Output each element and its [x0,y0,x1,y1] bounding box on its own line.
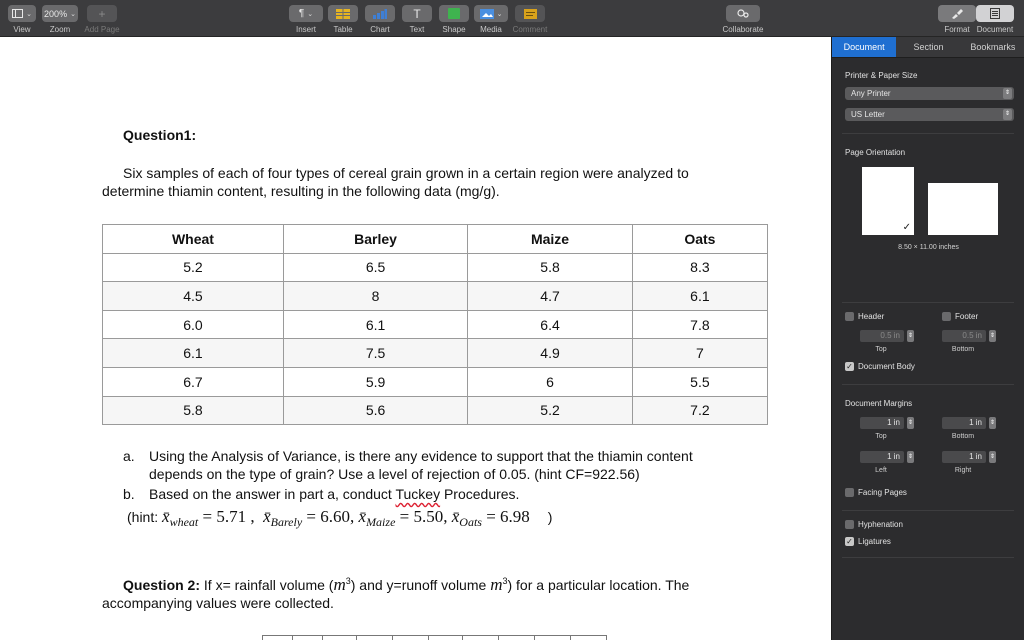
shape-control[interactable] [438,0,470,37]
document-body-label: Document Body [858,362,915,371]
updown-arrow-icon[interactable]: ⇕ [989,451,996,463]
text-label: Text [409,25,425,34]
table-cell[interactable]: 4.7 [468,282,633,311]
comment-control[interactable] [512,0,548,37]
divider [842,133,1014,134]
table-cell[interactable]: 6.7 [103,367,284,396]
chevron-down-icon: ⌄ [70,10,76,18]
chart-button[interactable] [365,5,395,22]
mean-term: $x̄_{Barely} = 6.60$, [263,507,358,526]
chart-control[interactable] [364,0,396,37]
table-cell[interactable]: 8 [283,282,467,311]
hint-equation [127,507,552,530]
collaborate-control[interactable] [719,0,767,37]
question2-text3: ) for a particular location. The [507,577,690,593]
comment-icon [524,9,537,19]
part-a-line2: depends on the type of grain? Use a level of rejection of 0.05. (hint CF=922.56) [149,466,640,482]
table-icon [336,9,350,19]
unit-m: m [333,575,346,594]
part-b-post: Procedures. [440,486,520,502]
table-cell[interactable]: 6 [468,367,633,396]
mean-term: $x̄_{wheat} = 5.71$ , [162,507,264,529]
mean-subscript: Maize [366,515,396,529]
page-orientation-title: Page Orientation [845,148,906,157]
mean-value: 6.98 [500,507,530,526]
table-row [103,339,768,368]
format-control[interactable] [938,0,976,37]
part-b-text [149,485,519,503]
text-button[interactable] [402,5,432,22]
chevron-down-icon: ⌄ [307,10,314,18]
hint-means [162,507,530,529]
footer-stepper[interactable] [942,330,996,342]
unit-power: 3 [345,576,351,586]
facing-pages-checkbox[interactable] [845,488,854,497]
add-page-label: Add Page [84,25,120,34]
media-icon [480,9,494,19]
table-cell[interactable]: 7 [632,339,767,368]
zoom-label: Zoom [49,25,71,34]
mean-symbol: x̄ [263,507,271,526]
format-button[interactable] [938,5,976,22]
portrait-orientation-option[interactable] [862,167,914,235]
updown-arrow-icon[interactable]: ⇕ [907,451,914,463]
question2-paragraph [102,572,782,612]
facing-pages-checkbox-row[interactable] [845,488,907,497]
question2-title: Question 2: [123,577,201,593]
header-checkbox-row[interactable] [845,312,884,321]
table-cell[interactable]: 5.5 [632,367,767,396]
table-cell[interactable]: 7.8 [632,310,767,339]
question1-intro-line1: Six samples of each of four types of cereal grain grown in a certain region were analyzed to [123,165,689,181]
footer-bottom-label: Bottom [951,346,975,353]
paragraph-icon: ¶ [298,8,305,19]
mean-symbol: x̄ [162,507,170,526]
table-row [103,367,768,396]
inspector-tabs [832,37,1024,58]
document-body-checkbox[interactable]: ✓ [846,362,853,371]
table-header-cell[interactable]: Maize [468,225,633,254]
printer-value: Any Printer [851,89,891,98]
updown-arrow-icon[interactable]: ⇕ [989,417,996,429]
footer-label: Footer [955,312,979,321]
table-label: Table [333,25,353,34]
margin-bottom-stepper[interactable] [942,417,996,429]
shape-label: Shape [442,25,466,34]
table-cell[interactable]: 4.9 [468,339,633,368]
updown-arrow-icon[interactable]: ⇕ [907,417,914,429]
text-icon: T [413,6,421,21]
updown-arrow-icon: ⇕ [1003,109,1012,120]
document-icon [990,8,1000,19]
paper-value: US Letter [851,110,885,119]
table-cell[interactable]: 6.1 [283,310,467,339]
footer-value[interactable]: 0.5 in [942,330,986,342]
facing-pages-label: Facing Pages [858,488,907,497]
mean-subscript: Oats [459,515,482,529]
part-b-pre: Based on the answer in part a, conduct [149,486,396,502]
media-control[interactable] [474,0,508,37]
misspelled-word[interactable]: Tuckey [395,486,441,502]
shape-button[interactable] [439,5,469,22]
mean-subscript: Barely [270,515,303,529]
question2-line1 [102,572,782,594]
table-cell[interactable]: 6.5 [283,253,467,282]
table-row [103,396,768,425]
media-label: Media [480,25,502,34]
chevron-down-icon: ⌄ [26,10,32,18]
grain-data-table[interactable] [102,224,768,425]
printer-paper-size-title: Printer & Paper Size [845,71,918,80]
page-dimensions: 8.50 × 11.00 inches [898,244,959,251]
question2-table-top-edge [262,635,607,640]
table-cell[interactable]: 5.2 [468,396,633,425]
collaborate-button[interactable] [726,5,760,22]
mean-subscript: wheat [169,515,199,529]
collaborate-icon [736,9,750,19]
document-margins-title: Document Margins [845,399,913,408]
shape-icon [448,8,460,19]
divider [842,557,1014,558]
margin-left-value[interactable]: 1 in [860,451,904,463]
margin-left-label: Left [875,467,887,474]
header-label: Header [858,312,885,321]
ligatures-checkbox-row[interactable] [845,537,891,546]
mean-term: $x̄_{Maize} = 5.50$, [359,507,452,526]
updown-arrow-icon[interactable]: ⇕ [907,330,914,342]
margin-bottom-label: Bottom [951,433,975,440]
question1-title: Question1: [123,127,197,143]
part-b [123,485,783,503]
chevron-down-icon: ⌄ [496,10,503,18]
margin-right-value[interactable]: 1 in [942,451,986,463]
table-header-cell[interactable]: Wheat [103,225,284,254]
question2-text1: If x= rainfall volume ( [200,577,334,593]
plus-icon[interactable]: + [87,5,117,22]
part-a-line1: Using the Analysis of Variance, is there any evidence to support that the thiamin content [149,448,693,464]
comment-label: Comment [512,25,548,34]
table-cell[interactable]: 6.1 [103,339,284,368]
document-body-checkbox-row[interactable] [845,362,915,371]
part-b-marker: b. [123,486,135,502]
table-header-row [103,225,768,254]
updown-arrow-icon[interactable]: ⇕ [989,330,996,342]
footer-checkbox[interactable] [942,312,951,321]
landscape-orientation-option[interactable] [928,183,998,235]
mean-symbol: x̄ [358,507,367,526]
question1-parts [123,447,783,503]
insert-label: Insert [295,25,316,34]
margin-right-stepper[interactable] [942,451,996,463]
divider [842,510,1014,511]
table-row [103,253,768,282]
media-button[interactable] [474,5,508,22]
text-control[interactable] [402,0,432,37]
table-body [103,253,768,425]
header-value[interactable]: 0.5 in [860,330,904,342]
margin-left-stepper[interactable] [860,451,914,463]
table-cell[interactable]: 5.6 [283,396,467,425]
ligatures-checkbox[interactable]: ✓ [846,537,853,546]
table-header-cell[interactable]: Barley [283,225,467,254]
view-label: View [13,25,31,34]
mean-separator: , [246,507,264,526]
document-control[interactable] [976,0,1014,37]
table-cell[interactable]: 5.9 [283,367,467,396]
table-cell[interactable]: 8.3 [632,253,767,282]
part-a [123,447,783,483]
divider [842,302,1014,303]
chart-label: Chart [370,25,390,34]
table-cell[interactable]: 5.8 [103,396,284,425]
part-a-marker: a. [123,448,135,464]
hyphenation-label: Hyphenation [858,520,903,529]
margin-top-stepper[interactable] [860,417,914,429]
divider [842,384,1014,385]
view-button[interactable] [8,5,36,22]
table-cell[interactable]: 6.1 [632,282,767,311]
add-page-control[interactable] [84,0,120,37]
table-cell[interactable]: 7.5 [283,339,467,368]
table-row [103,282,768,311]
table-header-cell[interactable]: Oats [632,225,767,254]
table-control[interactable] [327,0,359,37]
margin-bottom-value[interactable]: 1 in [942,417,986,429]
printer-select[interactable] [845,87,1014,100]
zoom-button[interactable] [42,5,78,22]
table-cell[interactable]: 5.2 [103,253,284,282]
chart-icon [373,9,387,19]
table-cell[interactable]: 7.2 [632,396,767,425]
table-row [103,310,768,339]
table-cell[interactable]: 4.5 [103,282,284,311]
insert-button[interactable] [289,5,323,22]
format-label: Format [944,25,970,34]
document-label: Document [976,25,1014,34]
table-cell[interactable]: 6.0 [103,310,284,339]
hyphenation-checkbox-row[interactable] [845,520,903,529]
updown-arrow-icon: ⇕ [1003,88,1012,99]
view-control[interactable] [10,0,34,37]
mean-value: 5.50, [413,507,448,526]
document-canvas[interactable] [0,37,831,640]
insert-control[interactable] [288,0,324,37]
tab-bookmarks[interactable]: Bookmarks [970,42,1016,52]
document-button[interactable] [976,5,1014,22]
table-cell[interactable]: 6.4 [468,310,633,339]
unit-power-2: 3 [502,576,508,586]
paintbrush-icon [951,9,963,19]
part-a-text [149,447,693,483]
zoom-value: 200% [44,8,68,19]
paper-select[interactable] [845,108,1014,121]
checkmark-icon: ✓ [902,222,911,233]
margin-top-label: Top [875,433,887,440]
document-inspector [831,37,1024,640]
footer-checkbox-row[interactable] [942,312,978,321]
tab-document[interactable]: Document [832,37,896,57]
hint-prefix: (hint: [127,509,163,525]
question1-intro-line2: determine thiamin content, resulting in the following data (mg/g). [102,183,500,199]
comment-button[interactable] [515,5,545,22]
ligatures-label: Ligatures [858,537,891,546]
table-button[interactable] [328,5,358,22]
hint-suffix: ) [547,509,553,525]
question2-line2: accompanying values were collected. [102,595,334,611]
tab-section[interactable]: Section [913,42,944,52]
header-top-label: Top [875,346,887,353]
toolbar [0,0,1024,37]
header-stepper[interactable] [860,330,914,342]
sidebar-icon [12,9,23,18]
zoom-control[interactable] [43,0,77,37]
mean-term: $x̄_{Oats} = 6.98$ [451,507,530,529]
hyphenation-checkbox[interactable] [845,520,854,529]
collaborate-label: Collaborate [722,25,764,34]
table-cell[interactable]: 5.8 [468,253,633,282]
unit-m-2: m [490,575,503,594]
margin-right-label: Right [954,467,972,474]
margin-top-value[interactable]: 1 in [860,417,904,429]
question2-text2: ) and y=runoff volume [350,577,491,593]
header-checkbox[interactable] [845,312,854,321]
mean-symbol: x̄ [451,507,460,526]
mean-value: 6.60, [320,507,355,526]
mean-value: 5.71 [216,507,247,526]
